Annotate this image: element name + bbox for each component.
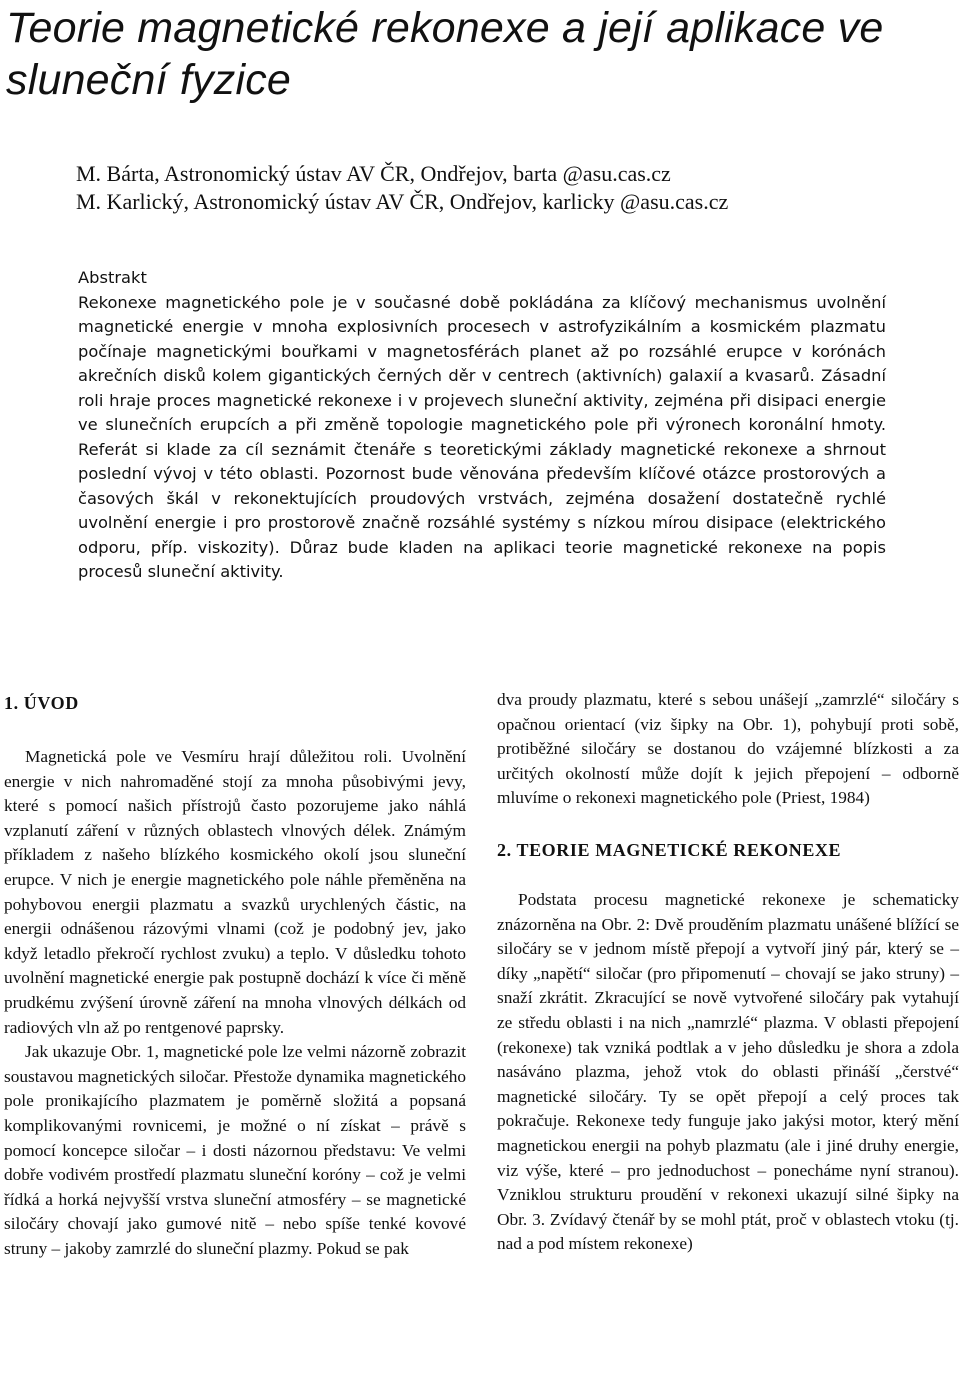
body-paragraph-continued: dva proudy plazmatu, které s sebou unášejí „zamrzlé“ siločáry s opačnou orientací (viz šipky na Obr. 1), pohybují proti sobě, protiběžné siločáry se dostanou do vzájemné blízkosti a za určitých okolností může dojít k jejich přepojení – odborně mluvíme o rekonexi magnetického pole (Priest, 1984) — [497, 690, 959, 808]
abstract — [78, 266, 886, 585]
left-column — [4, 688, 466, 1261]
section-heading-theory: 2. TEORIE MAGNETICKÉ REKONEXE — [497, 839, 842, 860]
body-paragraph: Magnetická pole ve Vesmíru hrají důležitou roli. Uvolnění energie v nich nahromaděné stojí za mnoha působivými jevy, které s pomocí našich přístrojů často pozorujeme jako náhlá vzplanutí záření v různých oblastech vlnových délek. Známým příkladem z našeho blízkého kosmického okolí jsou sluneční erupce. V nich je energie magnetického pole náhle přeměněna na pohybovou energii plazmatu a svazků urychlených částic, na energii odnášenou rázovými vlnami (což je podobný jev, jako když letadlo překročí rychlost zvuku) a teplo. V důsledku tohoto uvolnění magnetické energie pak postupně dochází k více či měně prudkému zvýšení úrovně záření na mnoha vlnových délkách od radiových vln až po rentgenové paprsky. — [4, 747, 466, 1037]
author-line: M. Karlický, Astronomický ústav AV ČR, Ondřejov, karlicky @asu.cas.cz — [76, 189, 729, 214]
right-column — [497, 688, 959, 1257]
section-heading-introduction: 1. ÚVOD — [4, 693, 79, 713]
body-paragraph: Podstata procesu magnetické rekonexe je schematicky znázorněna na Obr. 2: Dvě prouděním plazmatu unášené blížící se siločáry se v jednom místě přepojí a vytvoří jiný pár, který se – díky „napětí“ siločar (pro připomenutí – chovají se jako struny) – snaží zkrátit. Zkracující se nově vytvořené siločáry pak vytahují ze středu oblasti i na nich „namrzlé“ plazma. V oblasti přepojení (rekonexe) tak vzniká podtlak a v jeho důsledku je shora a zdola nasáváno plazma, jehož vtok do oblasti přináší „čerstvé“ magnetické siločáry. Ty se opět přepojí a celý proces tak pokračuje. Rekonexe tedy funguje jako jakýsi motor, který mění magnetickou energii na pohyb plazmatu (ale i jiné druhy energie, viz výše, které – pro jednoduchost – ponecháme nyní stranou). Vzniklou strukturu proudění v rekonexi ukazují silné šipky na Obr. 3. Zvídavý čtenář by se mohl ptát, proč v oblastech vtoku (tj. nad a pod místem rekonexe) — [497, 889, 959, 1254]
body-paragraph: Jak ukazuje Obr. 1, magnetické pole lze velmi názorně zobrazit soustavou magnetických siločar. Přestože dynamika magnetického pole pronikajícího plazmatem je poměrně složitá a popsaná komplikovanými rovnicemi, je možné o ní získat – právě s pomocí koncepce siločar – i dosti názornou představu: Ve velmi dobře vodivém prostředí plazmatu sluneční koróny – což je velmi řídká a horká nejvyšší vrstva sluneční atmosféry – se magnetické siločáry chovají jako gumové nitě – nebo spíše tenké kovové struny – jakoby zamrzlé do sluneční plazmy. Pokud se pak — [4, 1042, 466, 1258]
author-list — [76, 160, 728, 216]
author-line: M. Bárta, Astronomický ústav AV ČR, Ondřejov, barta @asu.cas.cz — [76, 161, 671, 186]
paper-title: Teorie magnetické rekonexe a její aplikace ve sluneční fyzice — [6, 4, 884, 104]
abstract-text: Rekonexe magnetického pole je v současné době pokládána za klíčový mechanismus uvolnění magnetické energie v mnoha explosivních procesech v astrofyzikálním a kosmickém plazmatu počínaje magnetickými bouřkami v magnetosférách planet až po rozsáhlé erupce v korónách akrečních disků kolem gigantických černých děr v centrech (aktivních) galaxií a kvasarů. Zásadní roli hraje proces magnetické rekonexe i v projevech sluneční aktivity, zejména při disipaci energie ve slunečních erupcích a při změně topologie magnetického pole při výronech koronální hmoty. Referát si klade za cíl seznámit čtenáře s teoretickými základy magnetické rekonexe a shrnout poslední vývoj v této oblasti. Pozornost bude věnována především klíčové otázce prostorových a časových škál v rekonektujících proudových vrstvách, zejména dosažení dostatečně rychlé uvolnění energie i pro prostorově značně rozsáhlé systémy s nízkou mírou disipace (elektrického odporu, příp. viskozity). Důraz bude kladen na aplikaci teorie magnetické rekonexe na popis procesů sluneční aktivity. — [78, 292, 886, 581]
abstract-heading: Abstrakt — [78, 268, 147, 287]
